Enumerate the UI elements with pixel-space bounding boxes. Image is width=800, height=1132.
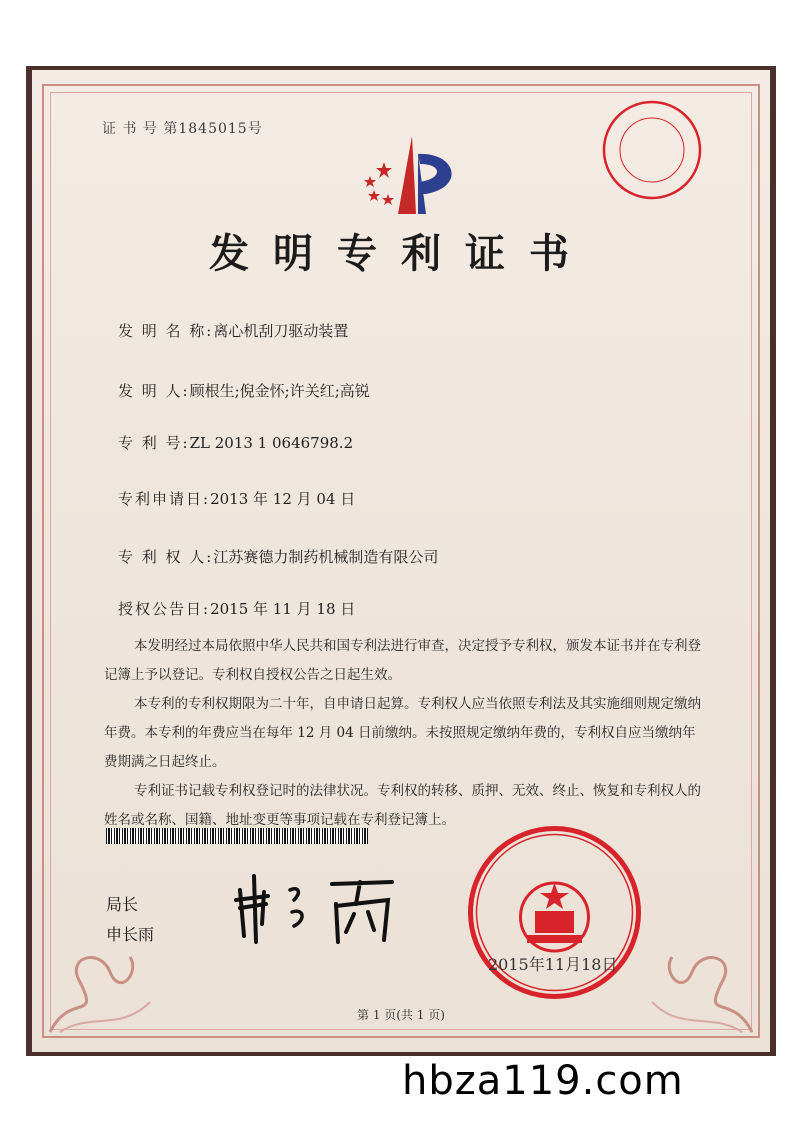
field-value: 2013 年 12 月 04 日 [210, 490, 356, 508]
grant-date-field [118, 598, 355, 619]
field-label: 发 明 人: [118, 382, 190, 400]
tax-stamp [600, 98, 704, 202]
field-value: 江苏赛德力制药机械制造有限公司 [213, 548, 439, 566]
field-label: 授权公告日: [118, 600, 211, 618]
patent-number-field [118, 432, 353, 453]
field-label: 专 利 权 人: [118, 548, 214, 566]
field-label: 发 明 名 称: [118, 322, 214, 340]
corner-ornament [632, 932, 762, 1042]
patentee-field [118, 546, 438, 567]
corner-ornament [40, 932, 170, 1042]
certificate-number: 证 书 号 第1845015号 [102, 121, 263, 137]
body-paragraph: 本专利的专利权期限为二十年，自申请日起算。专利权人应当依照专利法及其实施细则规定缴纳年费。本专利的年费应当在每年 12 月 04 日前缴纳。未按照规定缴纳年费的，专利权自应当缴纳年费期满之日起终止。 [104, 696, 701, 770]
invention-name-field [118, 320, 348, 341]
field-value: 2015 年 11 月 18 日 [210, 600, 356, 618]
director-title: 局长 [106, 895, 139, 914]
website-watermark: hbza119.com [402, 1058, 684, 1104]
page-footer: 第 1 页(共 1 页) [357, 1008, 445, 1022]
handwritten-signature [228, 870, 408, 946]
field-value: ZL 2013 1 0646798.2 [189, 434, 354, 452]
certificate-title: 发明专利证书 [209, 230, 593, 277]
field-value: 顾根生;倪金怀;许关红;高锐 [189, 382, 370, 400]
field-value: 离心机刮刀驱动装置 [213, 322, 349, 340]
field-label: 专 利 号: [118, 434, 190, 452]
certificate-paper [32, 70, 770, 1052]
seal-date: 2015年11月18日 [488, 955, 618, 974]
field-label: 专利申请日: [118, 490, 211, 508]
barcode [106, 828, 368, 844]
certificate-body [104, 632, 704, 835]
inventor-field [118, 380, 370, 401]
director-name: 申长雨 [106, 925, 155, 944]
body-paragraph: 本发明经过本局依照中华人民共和国专利法进行审查，决定授予专利权，颁发本证书并在专利登记簿上予以登记。专利权自授权公告之日起生效。 [104, 638, 701, 683]
patent-office-logo [346, 132, 476, 222]
application-date-field [118, 488, 355, 509]
body-paragraph: 专利证书记载专利权登记时的法律状况。专利权的转移、质押、无效、终止、恢复和专利权人的姓名或名称、国籍、地址变更等事项记载在专利登记簿上。 [104, 783, 701, 828]
